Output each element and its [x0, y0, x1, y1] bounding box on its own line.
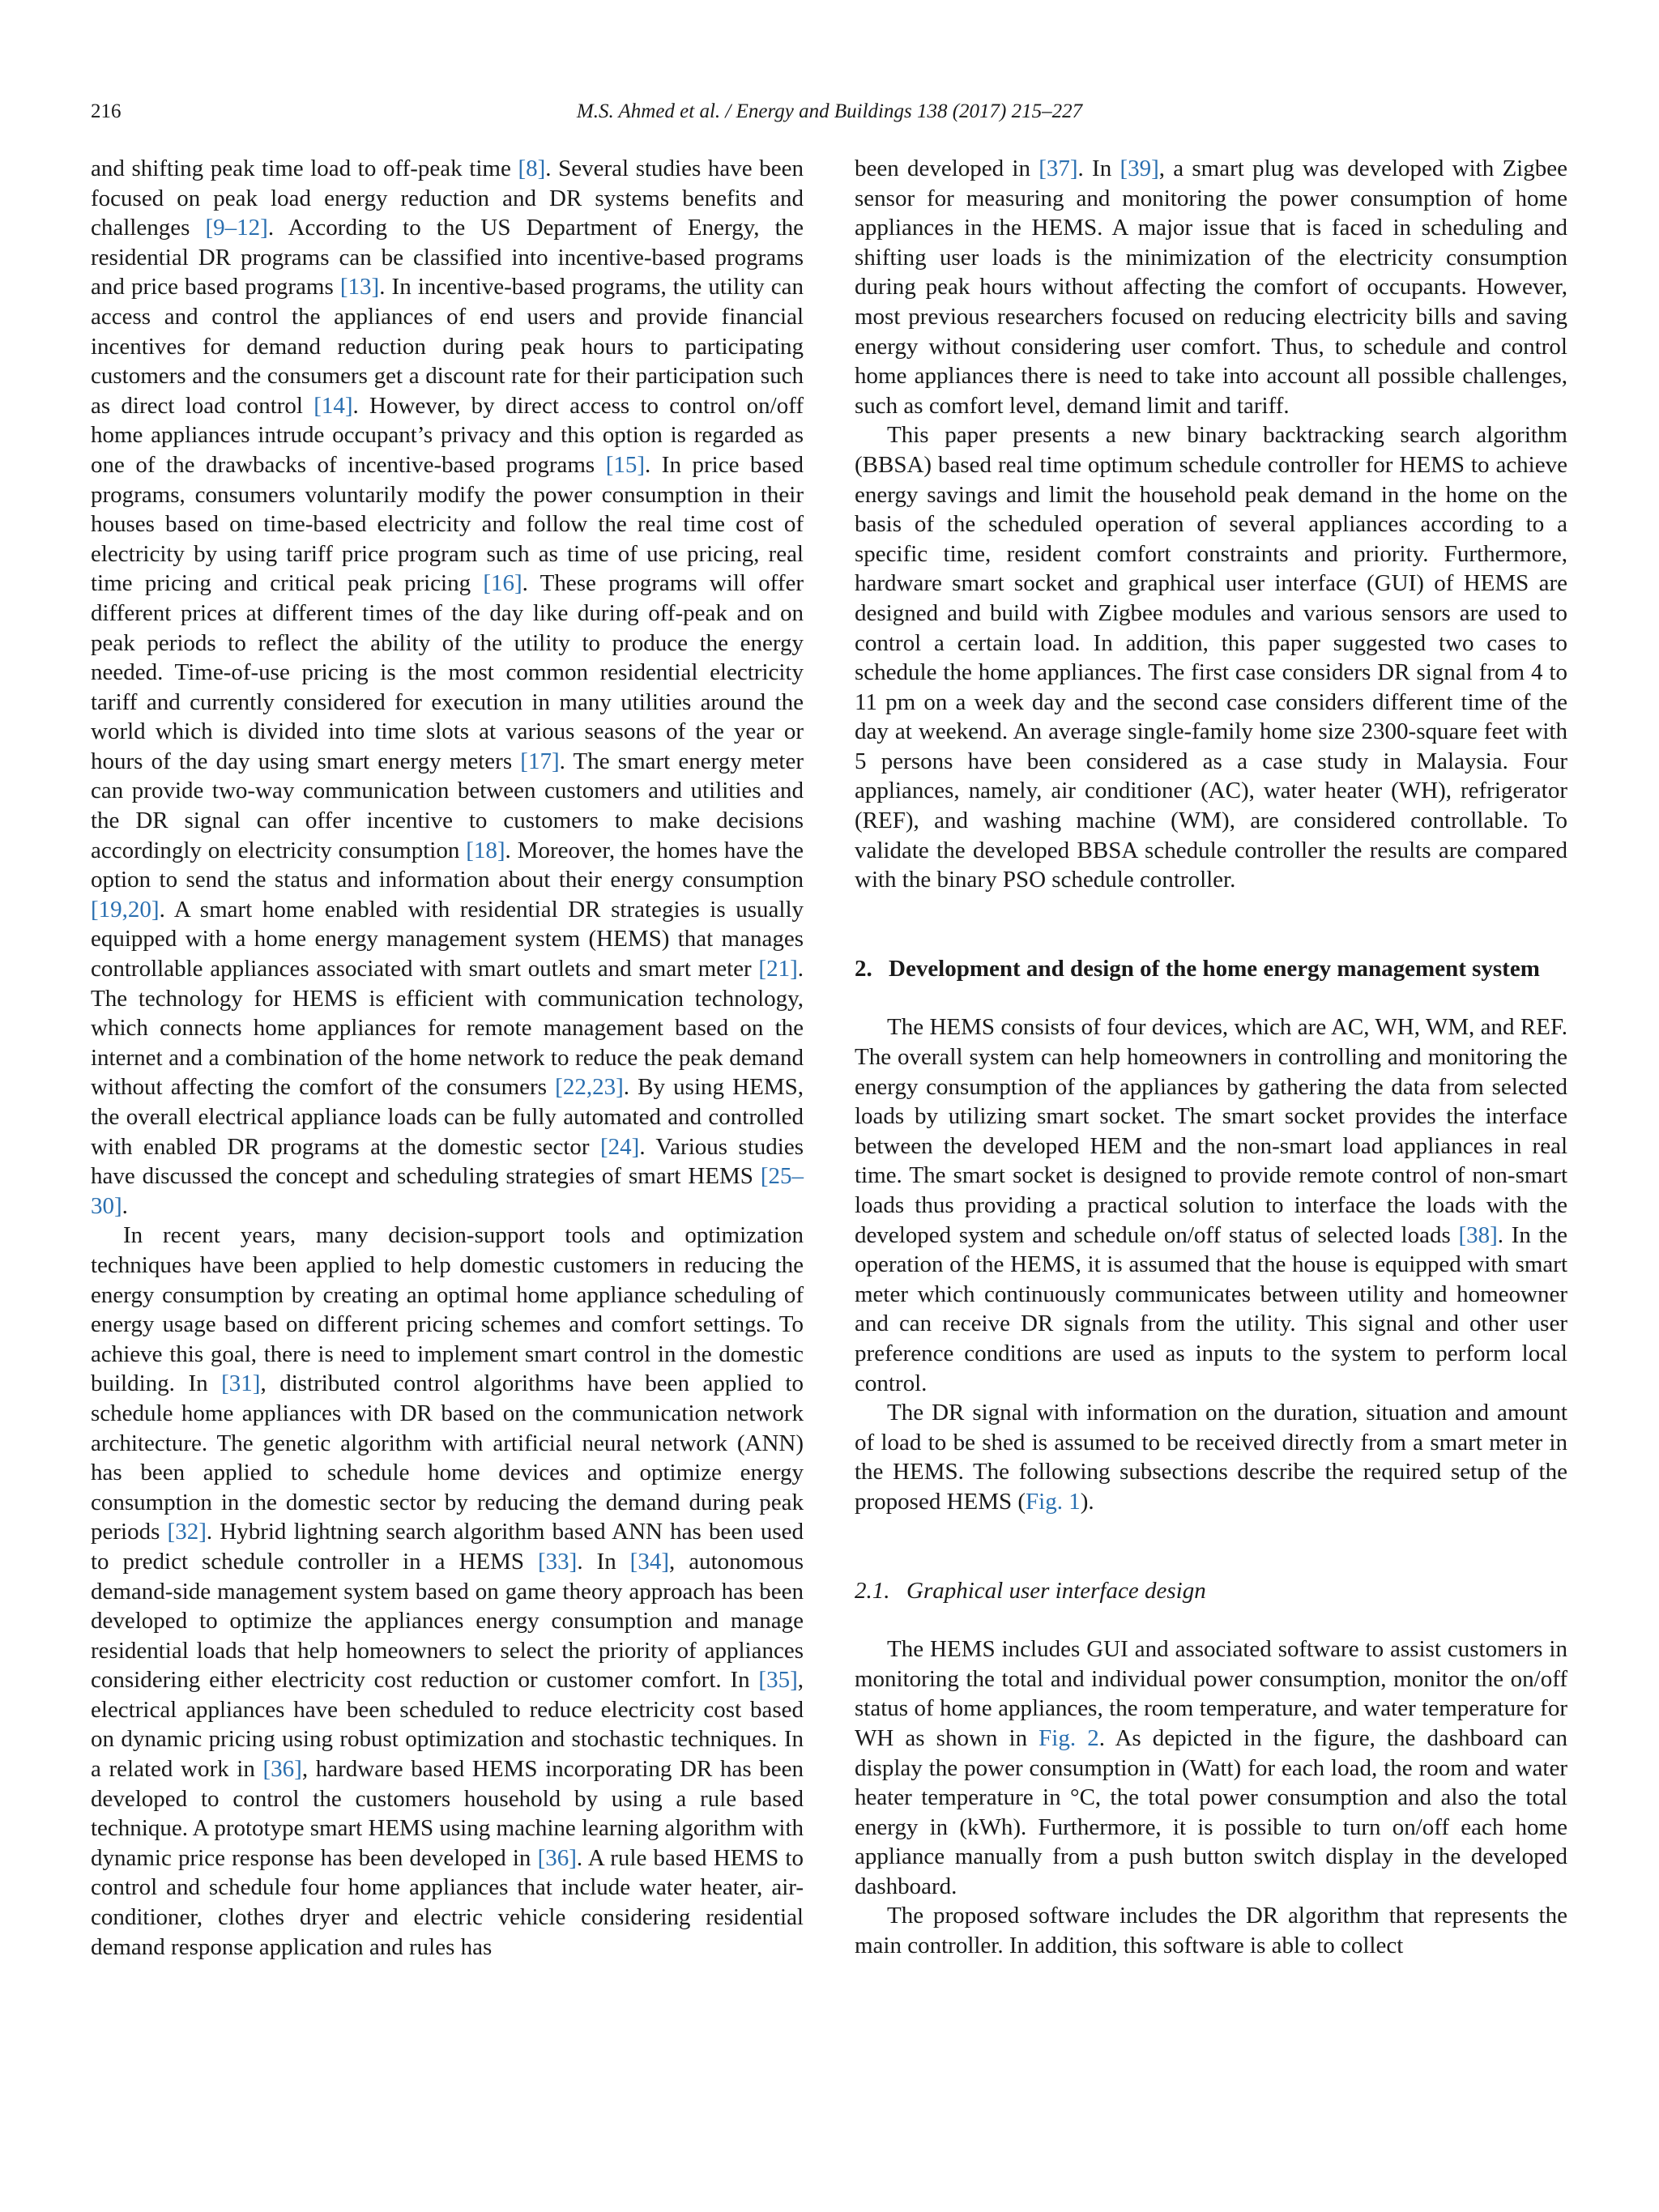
subsection-number: 2.1. [855, 1577, 890, 1604]
citation-link[interactable]: [19,20] [91, 896, 160, 923]
citation-link[interactable]: [18] [466, 837, 505, 863]
citation-link[interactable]: Fig. 2 [1038, 1724, 1099, 1751]
citation-link[interactable]: [36] [262, 1756, 302, 1783]
paragraph: The HEMS includes GUI and associated software to assist customers in monitoring the total and individual power consumption, monitor the on/off status of home appliances, the room temperature, and water temperature for WH as shown in Fig. 2. As depicted in the figure, the dashboard can display the power consumption in (Watt) for each load, the room and water heater temperature in °C, the total power consumption and also the total energy in (kWh). Furthermore, it is possible to turn on/off each home appliance manually from a push button switch display in the developed dashboard. [855, 1636, 1567, 1899]
citation-link[interactable]: [31] [221, 1370, 261, 1397]
journal-reference: M.S. Ahmed et al. / Energy and Buildings 138 (2017) 215–227 [576, 100, 1083, 122]
section-title: Development and design of the home energy management system [889, 955, 1540, 982]
citation-link[interactable]: [15] [605, 451, 646, 478]
citation-link[interactable]: [38] [1458, 1221, 1498, 1248]
citation-link[interactable]: Fig. 1 [1026, 1488, 1081, 1515]
citation-link[interactable]: [25–30] [91, 1163, 804, 1219]
citation-link[interactable]: [34] [629, 1548, 669, 1575]
citation-link[interactable]: [9–12] [205, 215, 268, 241]
citation-link[interactable]: [35] [758, 1667, 798, 1694]
citation-link[interactable]: [21] [758, 956, 798, 982]
paragraph: This paper presents a new binary backtracking search algorithm (BBSA) based real time optimum schedule controller for HEMS to achieve energy savings and limit the household peak demand in the home on the basis of the scheduled operation of several appliances according to a specific time, resident comfort constraints and priority. Furthermore, hardware smart socket and graphical user interface (GUI) of HEMS are designed and build with Zigbee modules and various sensors are used to control a certain load. In addition, this paper suggested two cases to schedule the home appliances. The first case considers DR signal from 4 to 11 pm on a week day and the second case considers different time of the day at weekend. An average single-family home size 2300-square feet with 5 persons have been considered as a case study in Malaysia. Four appliances, namely, air conditioner (AC), water heater (WH), refrigerator (REF), and washing machine (WM), are considered controllable. To validate the developed BBSA schedule controller the results are compared with the binary PSO schedule controller. [855, 422, 1567, 893]
citation-link[interactable]: [17] [520, 748, 560, 774]
left-column [91, 154, 804, 1962]
section-number: 2. [855, 955, 872, 982]
subsection-heading [855, 1576, 1567, 1606]
right-column [855, 154, 1567, 1961]
paragraph: The proposed software includes the DR algorithm that represents the main controller. In addition, this software is able to collect [855, 1903, 1567, 1959]
citation-link[interactable]: [32] [167, 1519, 207, 1545]
citation-link[interactable]: [14] [313, 392, 353, 419]
citation-link[interactable]: [36] [537, 1844, 577, 1871]
citation-link[interactable]: [13] [339, 274, 380, 300]
citation-link[interactable]: [37] [1038, 156, 1078, 181]
paragraph: The HEMS consists of four devices, which are AC, WH, WM, and REF. The overall system can help homeowners in controlling and monitoring the energy consumption of the appliances by gathering the data from selected loads by utilizing smart socket. The smart socket provides the interface between the developed HEM and the non-smart load appliances in real time. The smart socket is designed to provide remote control of non-smart loads thus providing a practical solution to interface the loads with the developed system and schedule on/off status of selected loads [38]. In the operation of the HEMS, it is assumed that the house is equipped with smart meter which continuously communicates between utility and homeowner and can receive DR signals from the utility. This signal and other user preference conditions are used as inputs to the system to perform local control. [855, 1014, 1567, 1396]
paragraph: In recent years, many decision-support tools and optimization techniques have been applied to help domestic customers in reducing the energy consumption by creating an optimal home appliance scheduling of energy usage based on different pricing schemes and comfort settings. To achieve this goal, there is need to implement smart control in the domestic building. In [31], distributed control algorithms have been applied to schedule home appliances with DR based on the communication network architecture. The genetic algorithm with artificial neural network (ANN) has been applied to schedule home devices and optimize energy consumption in the domestic sector by reducing the demand during peak periods [32]. Hybrid lightning search algorithm based ANN has been used to predict schedule controller in a HEMS [33]. In [34], autonomous demand-side management system based on game theory approach has been developed to optimize the appliances energy consumption and manage residential loads that help homeowners to select the priority of appliances considering either electricity cost reduction or customer comfort. In [35], electrical appliances have been scheduled to reduce electricity cost based on dynamic pricing using robust optimization and stochastic techniques. In a related work in [36], hardware based HEMS incorporating DR has been developed to control the customers household by using a rule based technique. A prototype smart HEMS using machine learning algorithm with dynamic price response has been developed in [36]. A rule based HEMS to control and schedule four home appliances that include water heater, air-conditioner, clothes dryer and electric vehicle considering residential demand response application and rules has [91, 1222, 804, 1960]
citation-link[interactable]: [16] [483, 570, 522, 597]
paragraph: The DR signal with information on the duration, situation and amount of load to be shed is assumed to be received directly from a smart meter in the HEMS. The following subsections describe the required setup of the proposed HEMS (Fig. 1). [855, 1400, 1567, 1515]
citation-link[interactable]: [8] [518, 156, 546, 181]
citation-link[interactable]: [22,23] [555, 1074, 624, 1101]
page-number: 216 [91, 100, 122, 122]
paragraph: and shifting peak time load to off-peak time [8]. Several studies have been focused on peak load energy reduction and DR systems benefits and challenges [9–12]. According to the US Department of Energy, the residential DR programs can be classified into incentive-based programs and price based programs [13]. In incentive-based programs, the utility can access and control the appliances of end users and provide financial incentives for demand reduction during peak hours to participating customers and the consumers get a discount rate for their participation such as direct load control [14]. However, by direct access to control on/off home appliances intrude occupant’s privacy and this option is regarded as one of the drawbacks of incentive-based programs [15]. In price based programs, consumers voluntarily modify the power consumption in their houses based on time-based electricity and follow the real time cost of electricity by using tariff price program such as time of use pricing, real time pricing and critical peak pricing [16]. These programs will offer different prices at different times of the day like during off-peak and on peak periods to reflect the ability of the utility to produce the energy needed. Time-of-use pricing is the most common residential electricity tariff and currently considered for execution in many utilities around the world which is divided into time slots at various seasons of the year or hours of the day using smart energy meters [17]. The smart energy meter can provide two-way communication between customers and utilities and the DR signal can offer incentive to customers to make decisions accordingly on electricity consumption [18]. Moreover, the homes have the option to send the status and information about their energy consumption [19,20]. A smart home enabled with residential DR strategies is usually equipped with a home energy management system (HEMS) that manages controllable appliances associated with smart outlets and smart meter [21]. The technology for HEMS is efficient with communication technology, which connects home appliances for remote management based on the internet and a combination of the home network to reduce the peak demand without affecting the comfort of the consumers [22,23]. By using HEMS, the overall electrical appliance loads can be fully automated and controlled with enabled DR programs at the domestic sector [24]. Various studies have discussed the concept and scheduling strategies of smart HEMS [25–30]. [91, 156, 804, 1219]
citation-link[interactable]: [33] [538, 1548, 578, 1575]
section-heading [855, 954, 1567, 984]
citation-link[interactable]: [24] [599, 1133, 640, 1160]
paragraph: been developed in [37]. In [39], a smart plug was developed with Zigbee sensor for measuring and monitoring the power consumption of home appliances in the HEMS. A major issue that is faced in scheduling and shifting user loads is the minimization of the electricity consumption during peak hours without affecting the comfort of occupants. However, most previous researchers focused on reducing electricity bills and saving energy without considering user comfort. Thus, to schedule and control home appliances there is need to take into account all possible challenges, such as comfort level, demand limit and tariff. [855, 156, 1567, 419]
running-header [91, 100, 1568, 133]
citation-link[interactable]: [39] [1120, 156, 1159, 181]
subsection-title: Graphical user interface design [906, 1577, 1206, 1604]
